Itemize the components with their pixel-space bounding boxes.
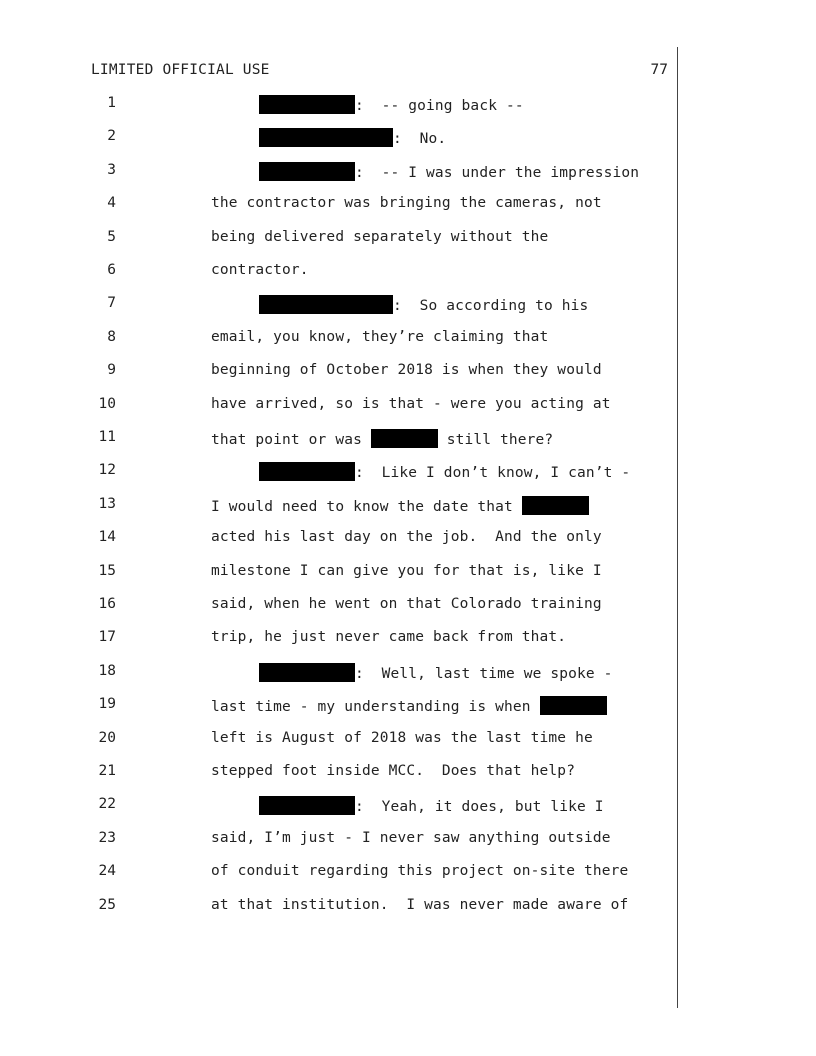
line-number: 6 xyxy=(107,262,116,278)
redacted-name xyxy=(540,696,607,715)
line-text: said, when he went on that Colorado training xyxy=(211,596,602,612)
transcript-line xyxy=(0,730,676,750)
transcript-line xyxy=(0,429,676,449)
line-content: : Yeah, it does, but like I xyxy=(355,799,604,816)
line-content-before: I would need to know the date that xyxy=(211,498,522,515)
line-number: 1 xyxy=(107,95,116,111)
line-number: 22 xyxy=(98,796,116,813)
transcript-line xyxy=(0,796,676,816)
transcript-line xyxy=(0,897,676,917)
line-number: 16 xyxy=(98,596,116,612)
line-number: 25 xyxy=(98,896,116,913)
line-number: 20 xyxy=(98,729,116,746)
line-content: : Well, last time we spoke - xyxy=(355,665,613,682)
line-number: 17 xyxy=(98,629,116,646)
line-number: 9 xyxy=(107,362,116,379)
line-number: 11 xyxy=(98,429,116,445)
transcript-line xyxy=(0,629,676,649)
transcript-line xyxy=(0,529,676,549)
line-text: of conduit regarding this project on-site there xyxy=(211,863,629,880)
redacted-speaker-name xyxy=(259,462,355,481)
transcript-line xyxy=(0,195,676,215)
transcript-line xyxy=(0,329,676,349)
transcript-line xyxy=(0,596,676,616)
transcript-line xyxy=(0,863,676,883)
transcript-line xyxy=(0,696,676,716)
speaker-line-text xyxy=(259,295,588,314)
line-number: 5 xyxy=(107,228,116,245)
line-content: : -- I was under the impression xyxy=(355,164,640,181)
line-number: 23 xyxy=(98,829,116,846)
line-number: 3 xyxy=(107,161,116,178)
line-text: stepped foot inside MCC. Does that help? xyxy=(211,763,576,779)
line-text: contractor. xyxy=(211,262,309,278)
transcript-line xyxy=(0,396,676,416)
redacted-speaker-name xyxy=(259,128,393,147)
line-text: left is August of 2018 was the last time he xyxy=(211,729,593,746)
redacted-speaker-name xyxy=(259,295,393,314)
line-content-before: last time - my understanding is when xyxy=(211,699,540,716)
line-number: 14 xyxy=(98,529,116,546)
line-text: acted his last day on the job. And the only xyxy=(211,529,602,546)
right-margin-rule xyxy=(677,47,678,1008)
line-text: said, I’m just - I never saw anything outside xyxy=(211,829,611,846)
redacted-name xyxy=(371,429,438,448)
speaker-line-text xyxy=(259,128,446,147)
speaker-line-text xyxy=(259,796,604,815)
line-content: : -- going back -- xyxy=(355,98,524,114)
transcript-line xyxy=(0,95,676,115)
line-text xyxy=(211,429,553,448)
transcript-line xyxy=(0,162,676,182)
redacted-speaker-name xyxy=(259,663,355,682)
transcript-line xyxy=(0,496,676,516)
transcript-line xyxy=(0,295,676,315)
transcript-line xyxy=(0,763,676,783)
line-number: 2 xyxy=(107,128,116,145)
line-number: 18 xyxy=(98,662,116,679)
speaker-line-text xyxy=(259,162,639,181)
line-number: 15 xyxy=(98,562,116,579)
line-number: 7 xyxy=(107,295,116,312)
redacted-speaker-name xyxy=(259,796,355,815)
transcript-line xyxy=(0,262,676,282)
line-number: 8 xyxy=(107,328,116,345)
line-text: being delivered separately without the xyxy=(211,228,549,245)
transcript-line xyxy=(0,663,676,683)
line-number: 10 xyxy=(98,395,116,412)
line-text xyxy=(211,696,607,715)
line-content: : No. xyxy=(393,131,447,148)
transcript-line xyxy=(0,362,676,382)
line-content: : So according to his xyxy=(393,298,589,315)
line-text: the contractor was bringing the cameras, not xyxy=(211,195,602,212)
line-text: at that institution. I was never made aware of xyxy=(211,896,629,913)
transcript-line xyxy=(0,462,676,482)
transcript-line xyxy=(0,128,676,148)
transcript-line xyxy=(0,229,676,249)
redacted-name xyxy=(522,496,589,515)
line-number: 13 xyxy=(98,495,116,512)
line-text: milestone I can give you for that is, like I xyxy=(211,562,602,579)
transcript-line xyxy=(0,563,676,583)
speaker-line-text xyxy=(259,462,630,481)
line-number: 19 xyxy=(98,696,116,713)
line-content-before: that point or was xyxy=(211,432,371,448)
line-text: email, you know, they’re claiming that xyxy=(211,328,549,345)
transcript-line xyxy=(0,830,676,850)
speaker-line-text xyxy=(259,95,524,114)
line-number: 4 xyxy=(107,195,116,212)
classification-header: LIMITED OFFICIAL USE xyxy=(91,62,270,78)
line-text: beginning of October 2018 is when they would xyxy=(211,362,602,379)
line-content: : Like I don’t know, I can’t - xyxy=(355,465,631,482)
line-number: 12 xyxy=(98,462,116,479)
line-text: have arrived, so is that - were you acting at xyxy=(211,395,611,412)
redacted-speaker-name xyxy=(259,95,355,114)
line-number: 24 xyxy=(98,863,116,880)
line-number: 21 xyxy=(98,763,116,779)
line-text: trip, he just never came back from that. xyxy=(211,629,567,646)
line-text xyxy=(211,496,589,515)
redacted-speaker-name xyxy=(259,162,355,181)
speaker-line-text xyxy=(259,663,613,682)
page-number: 77 xyxy=(650,62,668,78)
line-content-after: still there? xyxy=(437,432,554,448)
